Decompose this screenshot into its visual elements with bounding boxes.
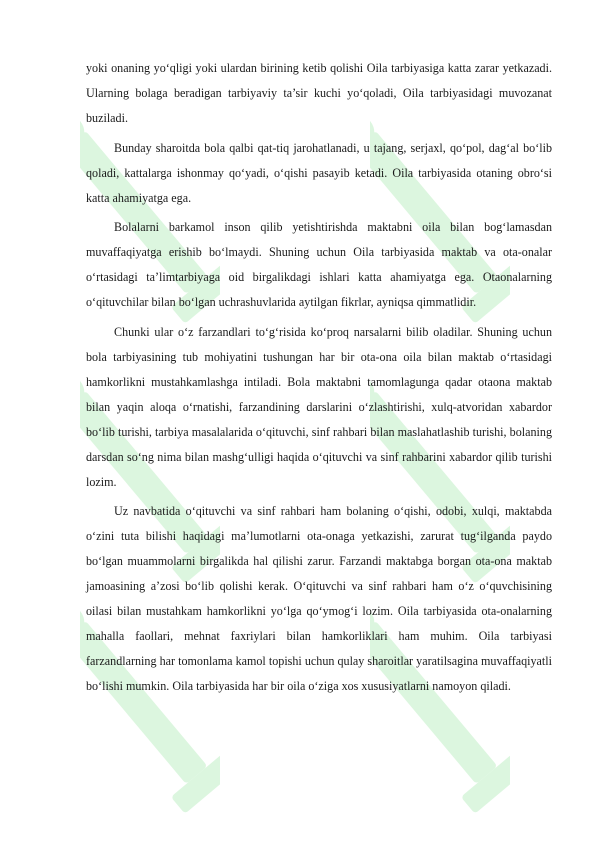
paragraph: Chunki ular o‘z farzandlari to‘g‘risida ko‘proq narsalarni bilib oladilar. Shuning uchun bola tarbiyasining tub mohiyatini tushungan har bir ota-ona oila bilan maktab o‘rtasidagi hamkorlikni mustahkamlashga intiladi. Bola maktabni tamomlagunga qadar otaona maktab bilan yaqin aloqa o‘rnatishi, farzandining darslarini o‘zlashtirishi, xulq-atvoridan xabardor bo‘lib turishi, tarbiya masalalarida o‘qituvchi, sinf rahbari bilan maslahatlashib turishi, bolaning darsdan so‘ng nima bilan mashg‘ulligi haqida o‘qituvchi va sinf rahbarini xabardor qilib turishi lozim.	[86, 325, 552, 489]
body-text	[86, 56, 552, 704]
paragraph: Bolalarni barkamol inson qilib yetishtirishda maktabni oila bilan bog‘lamasdan muvaffaqiyatga erishib bo‘lmaydi. Shuning uchun Oila tarbiyasida maktab va ota-onalar o‘rtasidagi ta’limtarbiyaga oid birgalikdagi ishlari katta ahamiyatga ega. Otaonalarning o‘qituvchilar bilan bo‘lgan uchrashuvlarida aytilgan fikrlar, ayniqsa qimmatlidir.	[86, 220, 552, 310]
paragraph: Bunday sharoitda bola qalbi qat-tiq jarohatlanadi, u tajang, serjaxl, qo‘pol, dag‘al bo‘lib qoladi, kattalarga ishonmay qo‘yadi, o‘qishi pasayib ketadi. Oila tarbiyasida otaning obro‘si katta ahamiyatga ega.	[86, 140, 552, 205]
paragraph: Uz navbatida o‘qituvchi va sinf rahbari ham bolaning o‘qishi, odobi, xulqi, maktabda o‘zini tuta bilishi haqidagi ma’lumotlarni ota-onaga yetkazishi, zarurat tug‘ilganda paydo bo‘lgan muammolarni birgalikda hal qilishi zarur. Farzandi maktabga borgan ota-ona maktab jamoasining a’zosi bo‘lib qolishi kerak. O‘qituvchi va sinf rahbari ham o‘z o‘quvchisining oilasi bilan mustahkam hamkorlikni yo‘lga qo‘ymog‘i lozim. Oila tarbiyasida ota-onalarning mahalla faollari, mehnat faxriylari bilan hamkorliklari ham muhim. Oila tarbiyasi farzandlarning har tomonlama kamol topishi uchun qulay sharoitlar yaratilsagina muvaffaqiyatli bo‘lishi mumkin. Oila tarbiyasida har bir oila o‘ziga xos xususiyatlarni namoyon qiladi.	[86, 504, 552, 693]
paragraph: yoki onaning yo‘qligi yoki ulardan birining ketib qolishi Oila tarbiyasiga katta zarar yetkazadi. Ularning bolaga beradigan tarbiyaviy ta’sir kuchi yo‘qoladi, Oila tarbiyasidagi muvozanat buziladi.	[86, 61, 552, 125]
